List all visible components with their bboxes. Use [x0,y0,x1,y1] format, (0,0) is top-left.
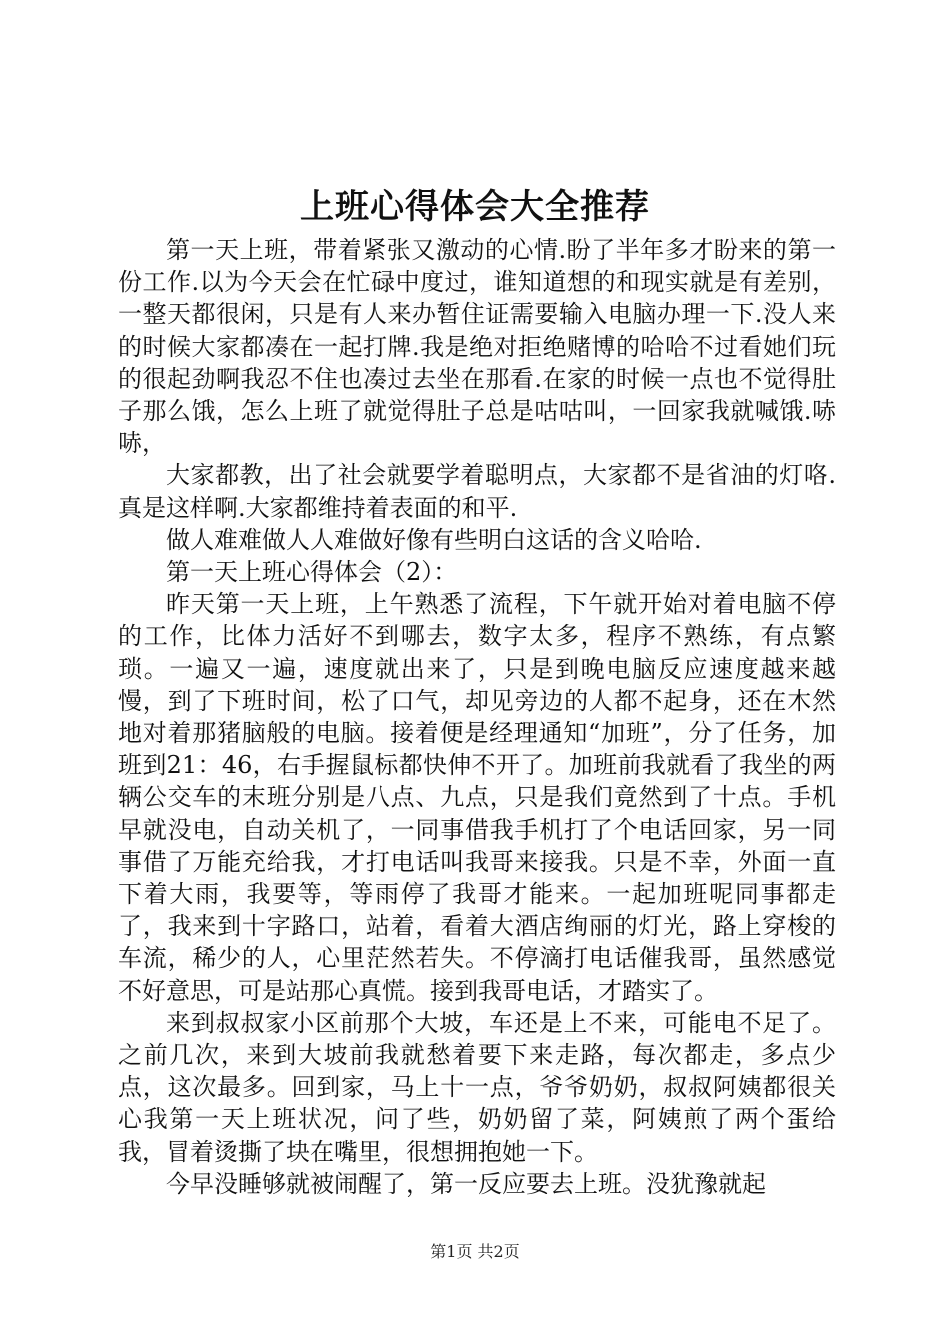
document-title: 上班心得体会大全推荐 [300,187,650,227]
paragraph: 昨天第一天上班，上午熟悉了流程，下午就开始对着电脑不停的工作，比体力活好不到哪去，数字太多，程序不熟练，有点繁琐。一遍又一遍，速度就出来了，只是到晚电脑反应速度越来越慢，到了下班时间，松了口气，却见旁边的人都不起身，还在木然地对着那猪脑般的电脑。接着便是经理通知“加班”，分了任务，加班到21：46，右手握鼠标都快伸不开了。加班前我就看了我坐的两辆公交车的末班分别是八点、九点，只是我们竟然到了十点。手机早就没电，自动关机了，一同事借我手机打了个电话回家，另一同事借了万能充给我，才打电话叫我哥来接我。只是不幸，外面一直下着大雨，我要等，等雨停了我哥才能来。一起加班呢同事都走了，我来到十字路口，站着，看着大酒店绚丽的灯光，路上穿梭的车流，稀少的人，心里茫然若失。不停滴打电话催我哥，虽然感觉不好意思，可是站那心真慌。接到我哥电话，才踏实了。 [118,590,836,1005]
section-heading: 第一天上班心得体会（2）： [166,558,458,587]
page-footer: 第1页 共2页 [430,1242,520,1261]
paragraph: 第一天上班，带着紧张又激动的心情.盼了半年多才盼来的第一份工作.以为今天会在忙碌中度过，谁知道想的和现实就是有差别，一整天都很闲，只是有人来办暂住证需要输入电脑办理一下.没人来的时候大家都凑在一起打牌.我是绝对拒绝赌博的哈哈不过看她们玩的很起劲啊我忍不住也凑过去坐在那看.在家的时候一点也不觉得肚子那么饿，怎么上班了就觉得肚子总是咕咕叫，一回家我就喊饿.哧哧， [118,236,836,458]
document-body [118,234,836,1200]
paragraph: 做人难难做人人难做好像有些明白这话的含义哈哈. [166,525,702,554]
paragraph: 来到叔叔家小区前那个大坡，车还是上不来，可能电不足了。之前几次，来到大坡前我就愁着要下来走路，每次都走，多点少点，这次最多。回到家，马上十一点，爷爷奶奶，叔叔阿姨都很关心我第一天上班状况，问了些，奶奶留了菜，阿姨煎了两个蛋给我，冒着烫撕了块在嘴里，很想拥抱她一下。 [118,1008,836,1166]
paragraph: 大家都教，出了社会就要学着聪明点，大家都不是省油的灯咯.真是这样啊.大家都维持着表面的和平. [118,461,836,522]
paragraph: 今早没睡够就被闹醒了，第一反应要去上班。没犹豫就起 [166,1169,766,1198]
